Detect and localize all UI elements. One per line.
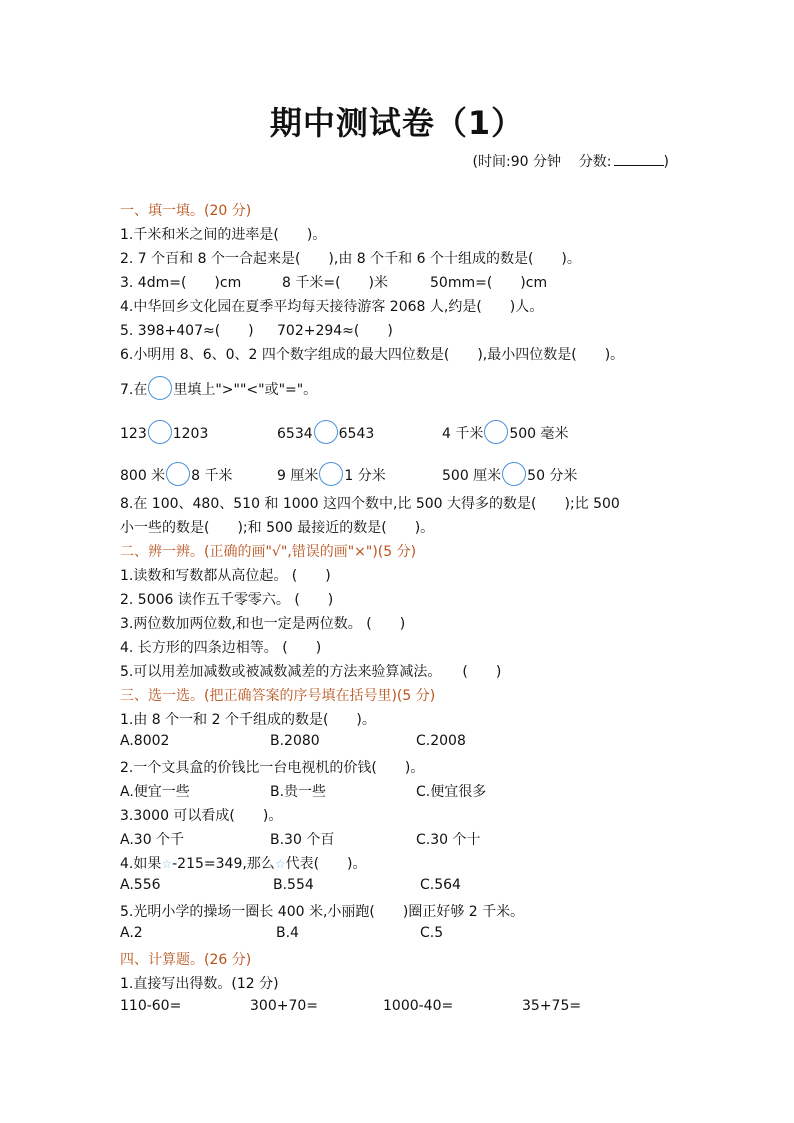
compare-circle[interactable]: [148, 420, 172, 444]
choice-question-1: 1.由 8 个一和 2 个千组成的数是( )。: [120, 712, 376, 728]
judge-item: 4. 长方形的四条边相等。 ( ): [120, 640, 322, 656]
judge-item: 1.读数和写数都从高位起。 ( ): [120, 568, 331, 584]
choice-question-2: 2.一个文具盒的价钱比一台电视机的价钱( )。: [120, 760, 425, 776]
star-icon: ☆: [274, 857, 286, 871]
choice-question-3: 3.3000 可以看成( )。: [120, 808, 283, 824]
question-1-2: 2. 7 个百和 8 个一合起来是( ),由 8 个千和 6 个十组成的数是( )。: [120, 251, 581, 267]
exam-meta: (时间:90 分钟 分数: ): [472, 154, 669, 170]
question-1-8a: 8.在 100、480、510 和 1000 这四个数中,比 500 大得多的数是( );比 500: [120, 496, 620, 512]
choice-question-5: 5.光明小学的操场一圈长 400 米,小丽跑( )圈正好够 2 千米。: [120, 904, 525, 920]
question-1-6: 6.小明用 8、6、0、2 四个数字组成的最大四位数是( ),最小四位数是( )。: [120, 347, 625, 363]
judge-item: 2. 5006 读作五千零零六。 ( ): [120, 592, 334, 608]
compare-circle[interactable]: [502, 462, 526, 486]
section-1-heading: 一、填一填。(20 分): [120, 203, 252, 219]
compare-circle[interactable]: [484, 420, 508, 444]
score-label: 分数:: [578, 154, 612, 170]
judge-item: 5.可以用差加减数或被减数减差的方法来验算减法。 ( ): [120, 664, 502, 680]
section-3-heading: 三、选一选。(把正确答案的序号填在括号里)(5 分): [120, 688, 436, 704]
question-1-1: 1.千米和米之间的进率是( )。: [120, 227, 327, 243]
compare-circle[interactable]: [314, 420, 338, 444]
star-icon: ☆: [161, 857, 173, 871]
question-1-4: 4.中华回乡文化园在夏季平均每天接待游客 2068 人,约是( )人。: [120, 299, 544, 315]
score-blank[interactable]: [614, 153, 664, 166]
section-2-heading: 二、辨一辨。(正确的画"√",错误的画"×")(5 分): [120, 544, 417, 560]
choice-question-4: 4.如果☆-215=349,那么☆代表( )。: [120, 856, 367, 872]
question-1-7: 7.在 里填上">""<"或"="。: [120, 376, 317, 400]
calc-subheading: 1.直接写出得数。(12 分): [120, 976, 279, 992]
section-4-heading: 四、计算题。(26 分): [120, 952, 252, 968]
judge-item: 3.两位数加两位数,和也一定是两位数。 ( ): [120, 616, 406, 632]
question-1-8b: 小一些的数是( );和 500 最接近的数是( )。: [120, 520, 435, 536]
page-title: 期中测试卷（1）: [269, 104, 525, 142]
compare-circle[interactable]: [166, 462, 190, 486]
compare-circle[interactable]: [319, 462, 343, 486]
time-label: (时间:90 分钟: [472, 154, 561, 170]
circle-blank-icon: [148, 376, 172, 400]
